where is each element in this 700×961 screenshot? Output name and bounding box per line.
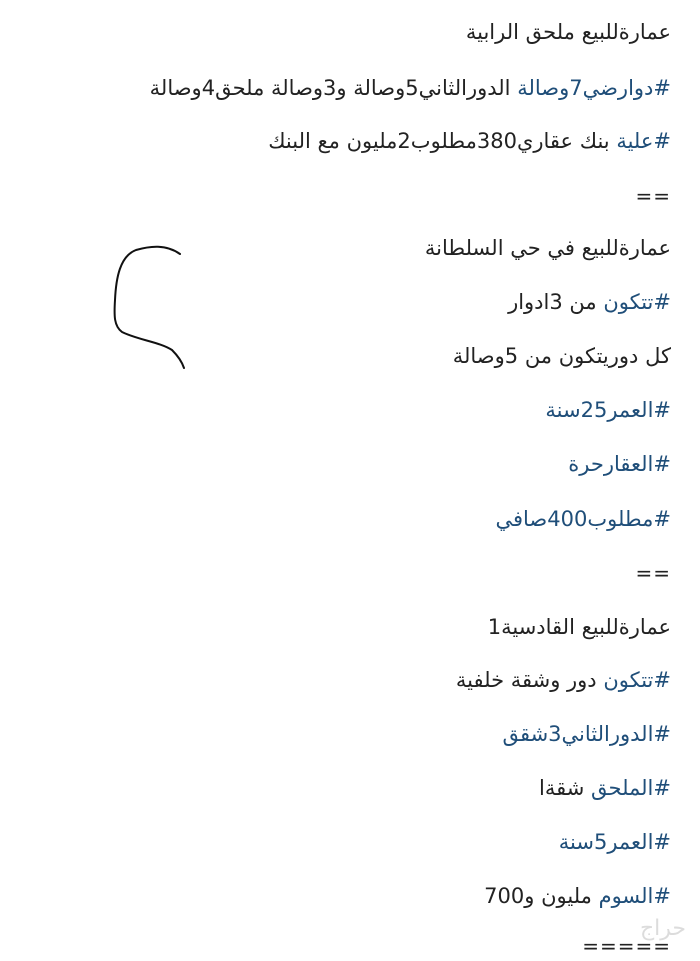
floors-line-qadisiyah <box>456 665 671 695</box>
second-floor-line-qadisiyah <box>502 719 671 749</box>
line-text: الدورالثاني5وصالة و3وصالة ملحق4وصالة <box>149 76 518 100</box>
age-line-qadisiyah <box>559 827 671 857</box>
hashtag-link[interactable]: #العقارحرة <box>568 452 671 476</box>
separator <box>635 558 671 588</box>
separator-text: == <box>635 184 671 208</box>
line-text: كل دوريتكون من 5وصالة <box>452 344 671 368</box>
annex-line-qadisiyah <box>539 773 671 803</box>
hashtag-link[interactable]: #علية <box>616 129 671 153</box>
free-line-sultana <box>568 449 671 479</box>
hashtag-link[interactable]: #تتكون <box>603 668 671 692</box>
title-line-qadisiyah <box>488 612 671 642</box>
line-text: عمارةللبيع القادسية1 <box>487 615 671 639</box>
separator <box>635 181 671 211</box>
line-text: عمارةللبيع في حي السلطانة <box>424 236 671 260</box>
hand-drawn-bracket-scribble <box>108 238 193 372</box>
units-line-sultana <box>453 341 671 371</box>
title-line-rabia <box>466 17 671 47</box>
age-line-sultana <box>545 395 671 425</box>
price-line-qadisiyah <box>484 881 671 911</box>
hashtag-link[interactable]: #تتكون <box>603 290 671 314</box>
line-text: شقةا <box>539 776 591 800</box>
hashtag-link[interactable]: #السوم <box>598 884 671 908</box>
line-text: من 3ادوار <box>508 290 604 314</box>
floors-line-sultana <box>508 287 671 317</box>
hashtag-link[interactable]: #العمر5سنة <box>558 830 671 854</box>
line-text: دور وشقة خلفية <box>455 668 604 692</box>
separator-text: == <box>635 561 671 585</box>
line-text: بنك عقاري380مطلوب2مليون مع البنك <box>268 129 617 153</box>
site-watermark: حراج <box>639 916 686 941</box>
hashtag-link[interactable]: #الدورالثاني3شقق <box>502 722 671 746</box>
hashtag-link[interactable]: #العمر25سنة <box>545 398 671 422</box>
title-line-sultana <box>425 233 671 263</box>
hashtag-link[interactable]: #دوارضي7وصالة <box>517 76 671 100</box>
hashtag-link[interactable]: #الملحق <box>591 776 671 800</box>
line-text: مليون و700 <box>484 884 599 908</box>
hashtag-link[interactable]: #مطلوب400صافي <box>495 507 671 531</box>
separator-text: ===== <box>582 934 671 958</box>
price-line-rabia <box>268 126 671 156</box>
line-text: عمارةللبيع ملحق الرابية <box>465 20 671 44</box>
price-line-sultana <box>495 504 671 534</box>
floors-line-rabia <box>150 73 671 103</box>
